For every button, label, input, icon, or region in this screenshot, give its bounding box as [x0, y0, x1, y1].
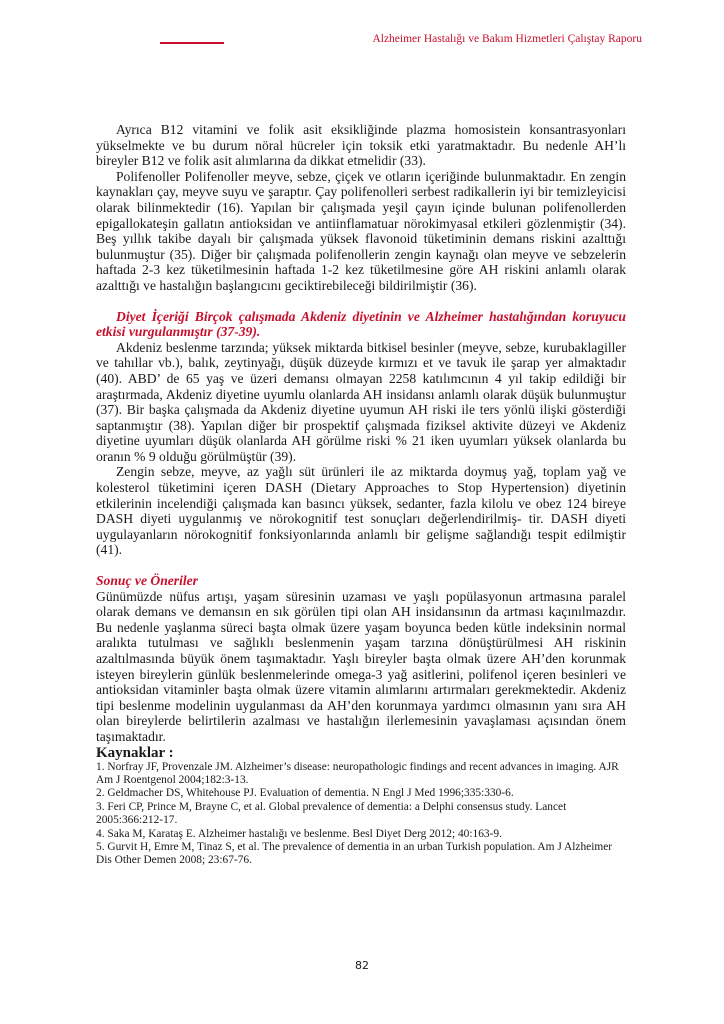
paragraph-polyphenols: Polifenoller Polifenoller meyve, sebze, çiçek ve otların içeriğinde bulunmaktadır. En zengin kaynakları çay, meyve suyu ve şaraptır. Çay polifenolleri serbest radikallerin iyi bir temizleyicisi olarak bilinmektedir (16). Yapılan bir çalışmada yeşil çayın içinde bulunan polifenollerden epigallokateşin gallatın antioksidan ve antiinflamatuar nörokimyasal etkileri gözlenmiştir (34). Beş yıllık takibe dayalı bir çalışmada yüksek flavonoid tüketiminin demans riskini azalttığı bulunmuştur (35). Diğer bir çalışmada polifenollerin zengin kaynağı olan meyve ve sebzelerin haftada 2-3 kez tüketilmesinin haftada 1-2 kez tüketilmesine göre AH riskini anlamlı olarak azalttığı ve hastalığın başlangıcını geciktirebileceği bildirilmiştir (36). [96, 168, 626, 293]
section-heading-conclusion: Sonuç ve Öneriler [96, 573, 198, 589]
document-body [96, 122, 626, 868]
reference-item: 4. Saka M, Karataş E. Alzheimer hastalığı ve beslenme. Besl Diyet Derg 2012; 40:163-9. [96, 827, 502, 840]
running-header: Alzheimer Hastalığı ve Bakım Hizmetleri Çalıştay Raporu [372, 33, 642, 45]
paragraph-b12: Ayrıca B12 vitamini ve folik asit eksikliğinde plazma homosistein konsantrasyonları yükselmekte ve bu durum nöral hücreler için toksik etki yaratmaktadır. Bu nedenle AH’lı bireyler B12 ve folik asit alımlarına da dikkat etmelidir (33). [96, 122, 626, 169]
spacer [96, 294, 626, 309]
paragraph-mediterranean-diet: Akdeniz beslenme tarzında; yüksek miktarda bitkisel besinler (meyve, sebze, kurubaklagiller ve tahıllar vb.), balık, zeytinyağı, düşük düzeyde kırmızı et ve tavuk ile şarap yer almaktadır (40). ABD’ de 65 yaş ve üzeri demansı olmayan 2258 katılımcının 4 yıl takip edildiği bir araştırmada, Akdeniz diyetine uyumlu olanlarda AH insidansı anlamlı olarak düşük bulunmuştur (37). Bir başka çalışmada da Akdeniz diyetine uyumun AH riski ile ters yönlü ilişki gösterdiği saptanmıştır (38). Yapılan diğer bir prospektif çalışmada fiziksel aktivite düzeyi ve Akdeniz diyetine uyumları düşük olanlarda AH görülme riski % 21 iken uyumları yüksek olanlarda bu oranın % 9 olduğu görülmüştür (39). [96, 339, 626, 464]
spacer [96, 558, 626, 573]
reference-item: 2. Geldmacher DS, Whitehouse PJ. Evaluation of dementia. N Engl J Med 1996;335:330-6. [96, 787, 514, 800]
paragraph-dash-diet: Zengin sebze, meyve, az yağlı süt ürünleri ile az miktarda doymuş yağ, toplam yağ ve kolesterol tüketimini içeren DASH (Dietary Approaches to Stop Hypertension) diyetinin etkilerinin incelendiği çalışmada kan basıncı yüksek, sedanter, fazla kilolu ve obez 124 bireye DASH diyeti uygulanmış ve nörokognitif test sonuçları değerlendirilmiş- tir. DASH diyeti uygulayanların nörokognitif fonksiyonlarında anlamlı bir gelişme sağlandığı tespit edilmiştir (41). [96, 464, 626, 558]
paragraph-conclusion: Günümüzde nüfus artışı, yaşam süresinin uzaması ve yaşlı popülasyonun artmasına paralel olarak demans ve demansın en sık görülen tipi olan AH insidansının da artması kaçınılmazdır. Bu nedenle yaşlanma süreci başta olmak üzere yaşam boyunca beden kütle indeksinin normal aralıkta tutulması ve sağlıklı beslenmenin yaşam tarzına dönüştürülmesi AH riskinin azaltılmasında büyük önem taşımaktadır. Yaşlı bireyler başta olmak üzere AH’den korunmak isteyen bireylerin günlük beslenmelerinde omega-3 yağ asitlerini, polifenol içeren besinleri ve antioksidan vitaminler başta olmak üzere vitamin alımlarını artırmaları gerekmektedir. Akdeniz tipi beslenme modelinin uygulanması da AH’den korunmaya yardımcı olmasının yanı sıra AH olan bireylerde belirtilerin azalması ve hastalığın ilerlemesinin yavaşlaması açısından önem taşımaktadır. [96, 588, 626, 744]
page-number: 82 [355, 959, 369, 972]
reference-item: 1. Norfray JF, Provenzale JM. Alzheimer’s disease: neuropathologic findings and recent advances in imaging. AJR Am J Roentgenol 2004;182:3-13. [96, 760, 619, 786]
subheading-diet-content: Diyet İçeriği Birçok çalışmada Akdeniz diyetinin ve Alzheimer hastalığından koruyucu etkisi vurgulanmıştır (37-39). [96, 308, 626, 340]
header-rule [160, 42, 224, 44]
references-title: Kaynaklar : [96, 744, 174, 761]
reference-item: 5. Gurvit H, Emre M, Tinaz S, et al. The prevalence of dementia in an urban Turkish population. Am J Alzheimer Dis Other Demen 2008; 23:67-76. [96, 841, 613, 867]
references-list [96, 761, 626, 868]
reference-item: 3. Feri CP, Prince M, Brayne C, et al. Global prevalence of dementia: a Delphi consensus study. Lancet 2005:366:212-17. [96, 800, 567, 827]
